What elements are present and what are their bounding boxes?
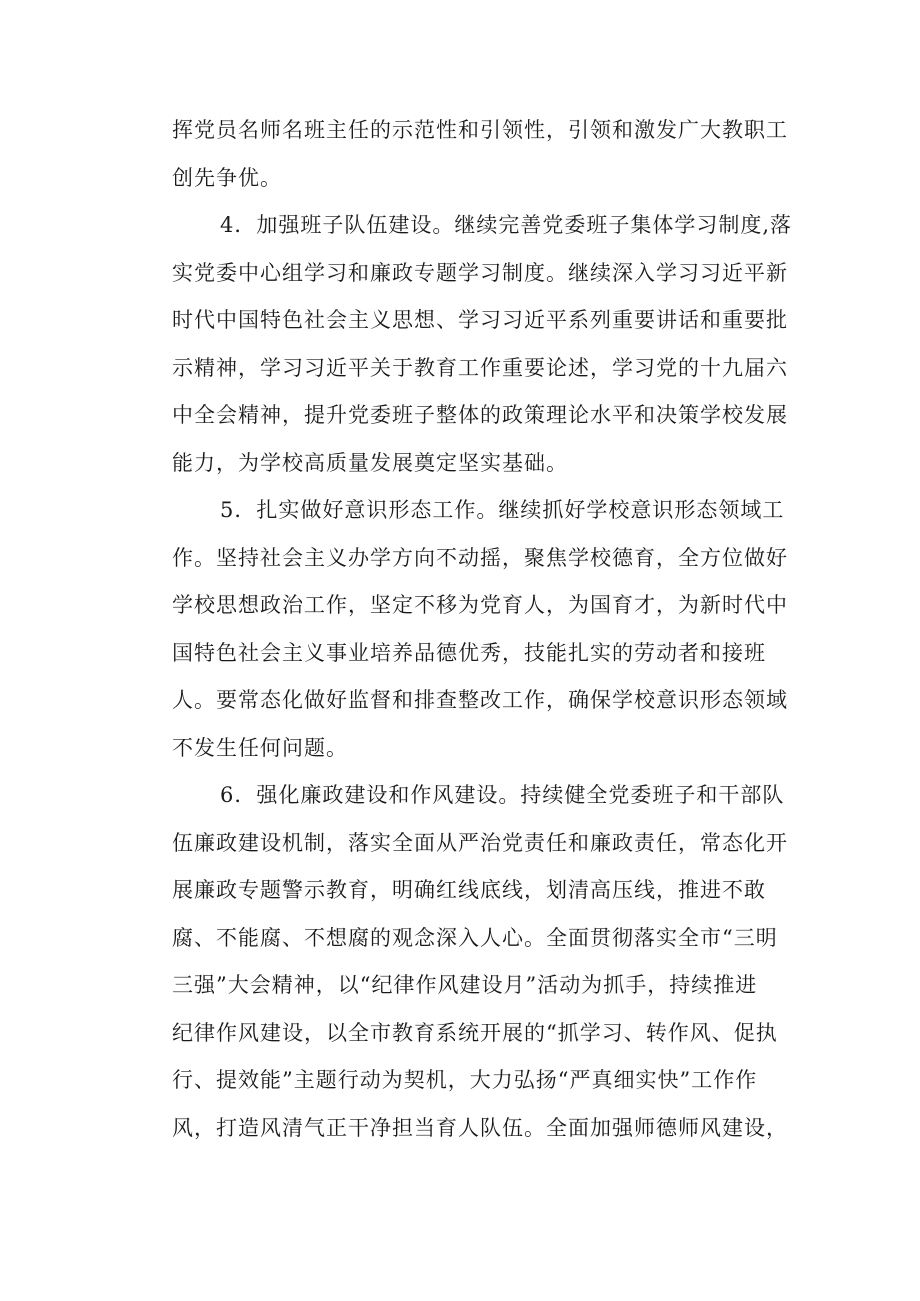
text-line: 作。坚持社会主义办学方向不动摇，聚焦学校德育，全方位做好 (172, 545, 788, 570)
text-line-first: 5．扎实做好意识形态工作。继续抓好学校意识形态领域工 (220, 498, 785, 522)
text-line: 行、提效能”主题行动为契机，大力弘扬“严真细实快”工作作 (172, 1068, 758, 1092)
text-line: 时代中国特色社会主义思想、学习习近平系列重要讲话和重要批 (172, 308, 788, 332)
text-line: 实党委中心组学习和廉政专题学习制度。继续深入学习习近平新 (172, 260, 788, 285)
text-line-first: 4．加强班子队伍建设。继续完善党委班子集体学习制度,落 (220, 213, 793, 237)
text-line: 国特色社会主义事业培养品德优秀，技能扎实的劳动者和接班 (172, 640, 766, 665)
text-line: 人。要常态化做好监督和排查整改工作，确保学校意识形态领域 (172, 688, 788, 712)
text-line: 腐、不能腐、不想腐的观念深入人心。全面贯彻落实全市“三明 (172, 925, 778, 950)
text-line: 伍廉政建设机制，落实全面从严治党责任和廉政责任，常态化开 (172, 830, 788, 855)
text-line: 风，打造风清气正干净担当育人队伍。全面加强师德师风建设， (172, 1115, 788, 1140)
paragraph-continuation (172, 107, 788, 202)
text-line: 三强”大会精神，以“纪律作风建设月”活动为抓手，持续推进 (172, 973, 758, 997)
text-line: 挥党员名师名班主任的示范性和引领性，引领和激发广大教职工 (172, 118, 788, 142)
text-line: 能力，为学校高质量发展奠定坚实基础。 (172, 450, 568, 475)
paragraph-item-6 (172, 772, 788, 1152)
text-line-first: 6．强化廉政建设和作风建设。持续健全党委班子和干部队 (220, 783, 785, 807)
text-line: 展廉政专题警示教育，明确红线底线，划清高压线，推进不敢 (172, 878, 766, 902)
paragraph-item-4 (172, 202, 793, 487)
text-line: 纪律作风建设，以全市教育系统开展的“抓学习、转作风、促执 (172, 1020, 778, 1045)
document-body (172, 107, 793, 1152)
text-line: 中全会精神，提升党委班子整体的政策理论水平和决策学校发展 (172, 403, 788, 427)
text-line: 学校思想政治工作，坚定不移为党育人，为国育才，为新时代中 (172, 593, 788, 617)
text-line: 不发生任何问题。 (172, 735, 348, 760)
paragraph-item-5 (172, 487, 788, 772)
text-line: 创先争优。 (172, 165, 282, 190)
text-line: 示精神，学习习近平关于教育工作重要论述，学习党的十九届六 (172, 355, 788, 380)
